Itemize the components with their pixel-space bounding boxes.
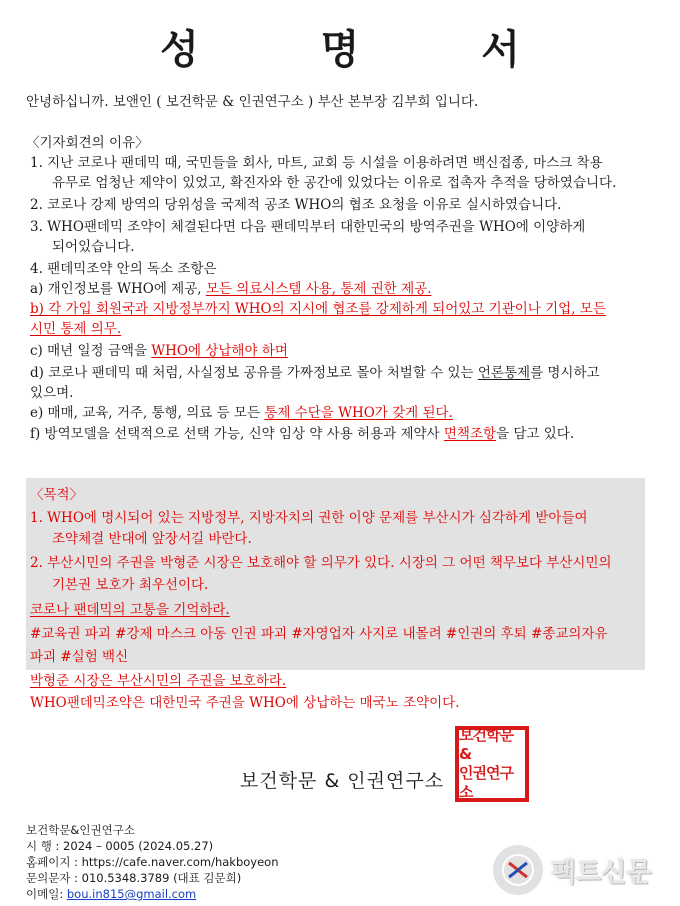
document-title: 성 명 서 — [160, 26, 574, 73]
footer-contact: 문의문자 : 010.5348.3789 (대표 김문희) — [26, 871, 242, 885]
reason-item-3-cont: 되어있습니다. — [52, 239, 135, 255]
clause-d-underlined: 언론통제 — [477, 365, 531, 381]
purpose-mayor: 박형준 시장은 부산시민의 주권을 보호하라. — [30, 673, 287, 689]
clause-a-text: a) 개인정보를 WHO에 제공, — [30, 281, 206, 297]
purpose-item-2: 2. 부산시민의 주권을 박형준 시장은 보호해야 할 의무가 있다. 시장의 그 어떤 책무보다 부산시민의 — [30, 555, 612, 571]
seal-line-1: 보건학문& — [459, 726, 513, 763]
purpose-treaty: WHO팬데믹조약은 대한민국 주권을 WHO에 상납하는 매국노 조약이다. — [30, 695, 460, 711]
organization-name: 보건학문 & 인권연구소 — [240, 770, 445, 792]
purpose-heading: 〈목적〉 — [30, 487, 84, 503]
reason-item-2: 2. 코로나 강제 방역의 당위성을 국제적 공조 WHO의 협조 요청을 이유로 실시하였습니다. — [30, 197, 562, 213]
watermark — [493, 845, 651, 895]
clause-e — [30, 404, 453, 422]
purpose-hashtags: #교육권 파괴 #강제 마스크 아동 인권 파괴 #자영업자 사지로 내몰려 #인권의 후퇴 #종교의자유 — [30, 626, 608, 642]
clause-c — [30, 342, 288, 360]
clause-c-text: c) 매년 일정 금액을 — [30, 343, 152, 359]
email-link[interactable]: bou.in815@gmail.com — [66, 887, 197, 901]
clause-f-highlight: 면책조항 — [443, 426, 497, 442]
footer-email — [26, 886, 196, 903]
clause-c-highlight: WHO에 상납해야 하며 — [151, 343, 288, 359]
seal-line-2: 인권연구소 — [459, 764, 513, 801]
purpose-item-1: 1. WHO에 명시되어 있는 지방정부, 지방자치의 권한 이양 문제를 부산시가 심각하게 받아들여 — [30, 510, 588, 526]
clause-d-text: d) 코로나 팬데믹 때 처럼, 사실정보 공유를 가짜정보로 몰아 처벌할 수 있는 — [30, 365, 478, 381]
clause-e-highlight: 통제 수단을 WHO가 갖게 된다. — [264, 405, 453, 421]
footer-org: 보건학문&인권연구소 — [26, 823, 135, 837]
purpose-hashtags-cont: 파괴 #실험 백신 — [30, 649, 129, 665]
purpose-remember: 코로나 팬데믹의 고통을 기억하라. — [30, 602, 230, 618]
clause-f — [30, 425, 574, 443]
purpose-item-1-cont: 조약체결 반대에 앞장서길 바란다. — [52, 531, 252, 547]
clause-a-highlight: 모든 의료시스템 사용, 통제 권한 제공. — [205, 281, 432, 297]
clause-a — [30, 280, 431, 298]
watermark-logo-icon — [493, 845, 543, 895]
reason-item-3: 3. WHO팬데믹 조약이 체결된다면 다음 팬데믹부터 대한민국의 방역주권을 WHO에 이양하게 — [30, 219, 586, 235]
organization-seal — [455, 726, 529, 802]
reason-item-4: 4. 팬데믹조약 안의 독소 조항은 — [30, 261, 217, 277]
purpose-item-2-cont: 기본권 보호가 최우선이다. — [52, 577, 209, 593]
clause-e-text: e) 매매, 교육, 거주, 통행, 의료 등 모든 — [30, 405, 265, 421]
email-label: 이메일: — [26, 887, 67, 901]
footer-issue: 시 행 : 2024 – 0005 (2024.05.27) — [26, 839, 214, 853]
clause-b-cont: 시민 통제 의무. — [30, 321, 122, 337]
clause-d — [30, 364, 600, 382]
clause-b: b) 각 가입 회원국과 지방정부까지 WHO의 지시에 협조를 강제하게 되어있고 기관이나 기업, 모든 — [30, 301, 606, 317]
greeting: 안녕하십니까. 보앤인 ( 보건학문 & 인권연구소 ) 부산 본부장 김부희 입니다. — [26, 94, 479, 110]
reasons-heading: 〈기자회견의 이유〉 — [26, 135, 149, 151]
footer-homepage: 홈페이지 : https://cafe.naver.com/hakboyeon — [26, 855, 279, 869]
clause-f-tail: 을 담고 있다. — [496, 426, 575, 442]
reason-item-1: 1. 지난 코로나 팬데믹 때, 국민들을 회사, 마트, 교회 등 시설을 이용하려면 백신접종, 마스크 착용 — [30, 155, 603, 171]
watermark-text: 팩트신문 — [551, 857, 652, 888]
clause-f-text: f) 방역모델을 선택적으로 선택 가능, 신약 임상 약 사용 허용과 제약사 — [30, 426, 444, 442]
clause-d-tail: 를 명시하고 — [530, 365, 600, 381]
reason-item-1-cont: 유무로 엄청난 제약이 있었고, 확진자와 한 공간에 있었다는 이유로 접촉자 추적을 당하였습니다. — [52, 175, 617, 191]
clause-d-cont: 있으며. — [30, 385, 74, 401]
